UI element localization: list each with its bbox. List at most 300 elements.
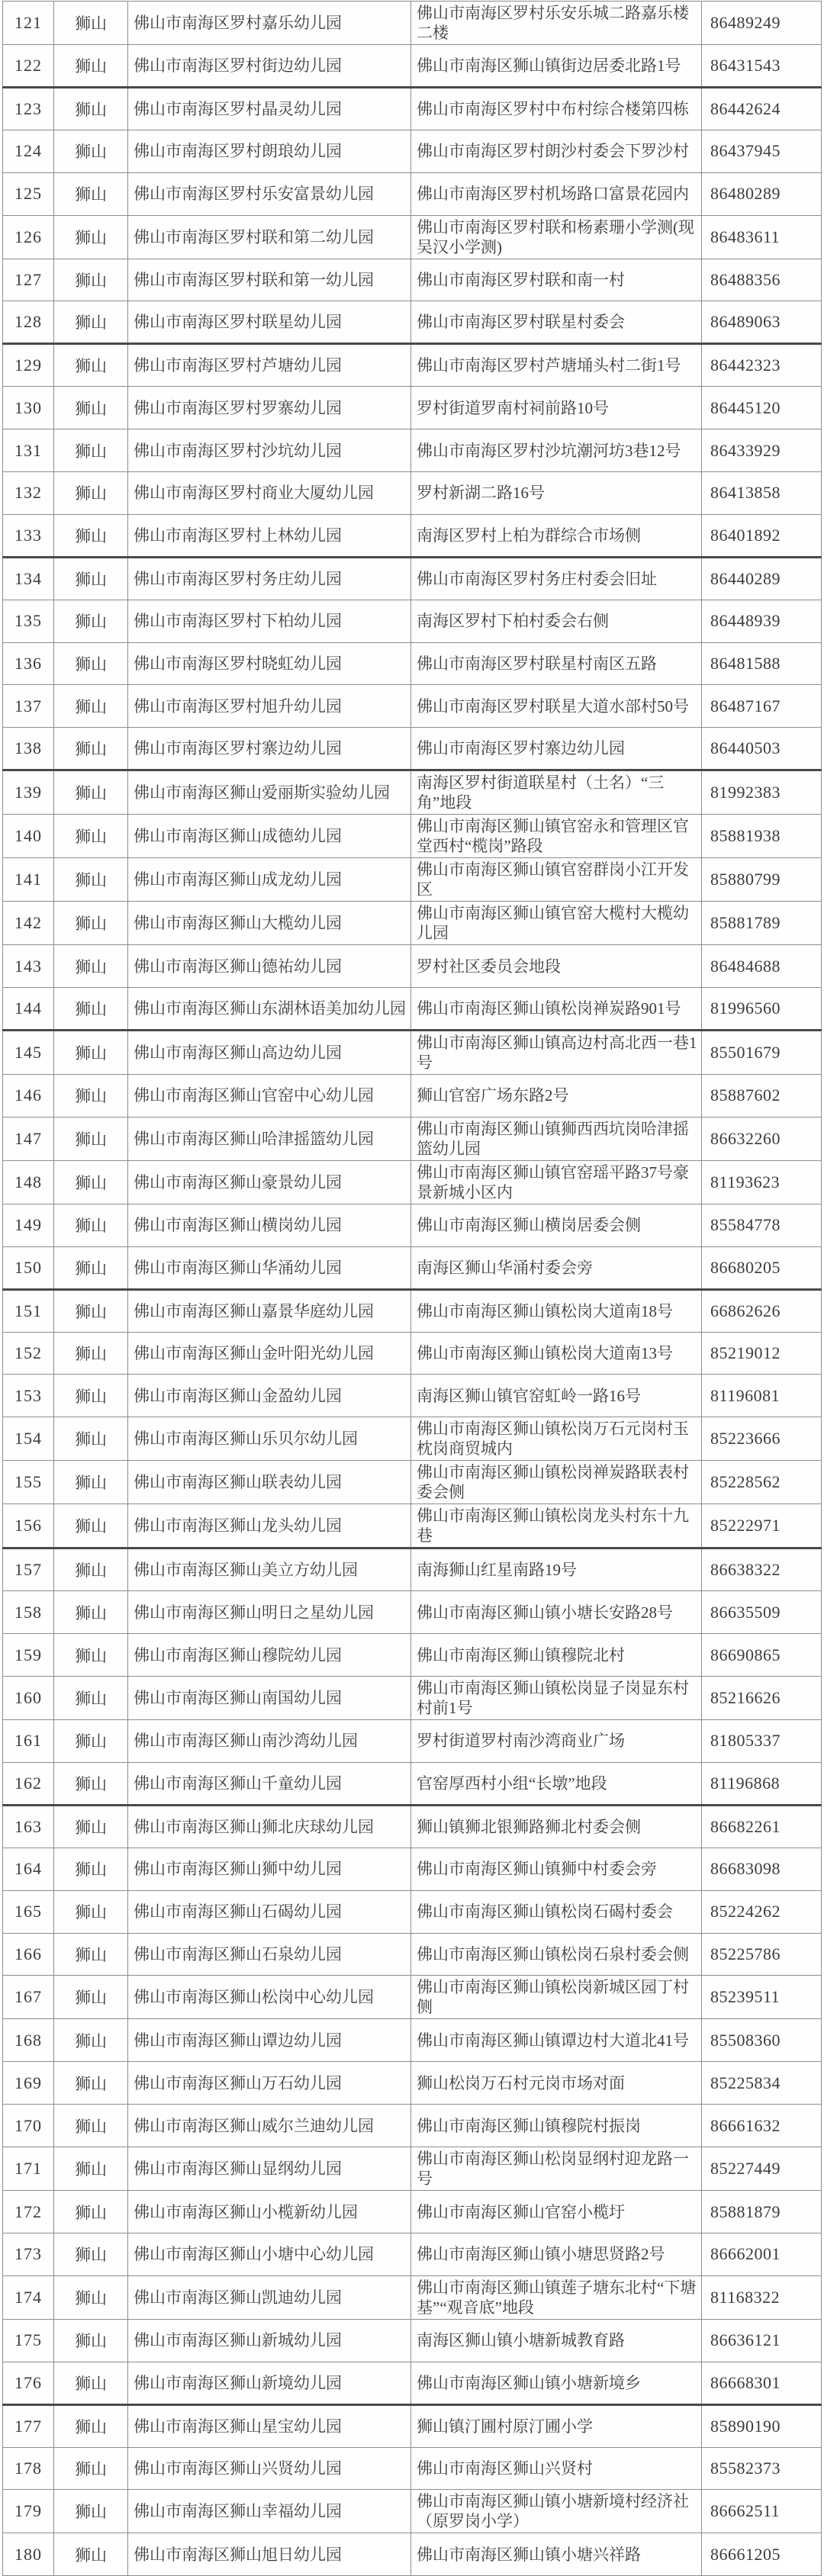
address-cell: 罗村社区委员会地段 bbox=[411, 945, 702, 988]
district-cell: 狮山 bbox=[54, 1117, 128, 1160]
district-cell: 狮山 bbox=[54, 1461, 128, 1504]
address-cell: 佛山市南海区狮山镇狮西西坑岗哈津摇篮幼儿园 bbox=[411, 1117, 702, 1160]
phone-cell: 86442323 bbox=[702, 344, 822, 387]
address-cell: 佛山市南海区狮山官窑小榄圩 bbox=[411, 2191, 702, 2233]
kindergarten-table-body bbox=[3, 2, 822, 2576]
row-number-cell: 152 bbox=[3, 1332, 54, 1375]
address-cell: 佛山市南海区狮山松岗显纲村迎龙路一号 bbox=[411, 2147, 702, 2191]
row-number-cell: 129 bbox=[3, 344, 54, 387]
table-row bbox=[3, 1289, 822, 1332]
table-row bbox=[3, 1417, 822, 1461]
district-cell: 狮山 bbox=[54, 1805, 128, 1848]
district-cell: 狮山 bbox=[54, 1375, 128, 1417]
district-cell: 狮山 bbox=[54, 215, 128, 259]
table-row bbox=[3, 1375, 822, 1417]
district-cell: 狮山 bbox=[54, 2019, 128, 2062]
table-row bbox=[3, 1461, 822, 1504]
phone-cell: 81168322 bbox=[702, 2275, 822, 2319]
row-number-cell: 163 bbox=[3, 1805, 54, 1848]
row-number-cell: 178 bbox=[3, 2447, 54, 2490]
phone-cell: 86683098 bbox=[702, 1848, 822, 1890]
row-number-cell: 131 bbox=[3, 429, 54, 472]
row-number-cell: 165 bbox=[3, 1890, 54, 1933]
table-row bbox=[3, 2019, 822, 2062]
address-cell: 佛山市南海区狮山镇小塘新境村经济社（原罗岗小学） bbox=[411, 2490, 702, 2533]
district-cell: 狮山 bbox=[54, 1591, 128, 1634]
phone-cell: 85216626 bbox=[702, 1677, 822, 1720]
kindergarten-name-cell: 佛山市南海区罗村街边幼儿园 bbox=[128, 45, 411, 88]
district-cell: 狮山 bbox=[54, 130, 128, 172]
district-cell: 狮山 bbox=[54, 1332, 128, 1375]
table-row bbox=[3, 728, 822, 770]
row-number-cell: 148 bbox=[3, 1160, 54, 1204]
address-cell: 佛山市南海区罗村机场路口富景花园内 bbox=[411, 172, 702, 215]
kindergarten-name-cell: 佛山市南海区罗村朗琅幼儿园 bbox=[128, 130, 411, 172]
kindergarten-name-cell: 佛山市南海区狮山华涌幼儿园 bbox=[128, 1246, 411, 1289]
row-number-cell: 160 bbox=[3, 1677, 54, 1720]
row-number-cell: 168 bbox=[3, 2019, 54, 2062]
kindergarten-name-cell: 佛山市南海区狮山新城幼儿园 bbox=[128, 2319, 411, 2362]
district-cell: 狮山 bbox=[54, 1933, 128, 1976]
row-number-cell: 145 bbox=[3, 1031, 54, 1075]
address-cell: 佛山市南海区狮山横岗居委会侧 bbox=[411, 1204, 702, 1246]
address-cell: 佛山市南海区狮山镇松岗显子岗显东村村前1号 bbox=[411, 1677, 702, 1720]
phone-cell: 85224262 bbox=[702, 1890, 822, 1933]
phone-cell: 85508360 bbox=[702, 2019, 822, 2062]
address-cell: 佛山市南海区狮山镇松岗大道南13号 bbox=[411, 1332, 702, 1375]
table-row bbox=[3, 2404, 822, 2447]
district-cell: 狮山 bbox=[54, 1762, 128, 1805]
table-row bbox=[3, 2191, 822, 2233]
district-cell: 狮山 bbox=[54, 2233, 128, 2275]
table-row bbox=[3, 2105, 822, 2147]
kindergarten-name-cell: 佛山市南海区罗村晓虹幼儿园 bbox=[128, 642, 411, 685]
row-number-cell: 173 bbox=[3, 2233, 54, 2275]
row-number-cell: 180 bbox=[3, 2533, 54, 2576]
address-cell: 佛山市南海区狮山镇松岗大道南18号 bbox=[411, 1289, 702, 1332]
kindergarten-name-cell: 佛山市南海区罗村商业大厦幼儿园 bbox=[128, 472, 411, 515]
address-cell: 佛山市南海区狮山镇松岗万石元岗村玉枕岗商贸城内 bbox=[411, 1417, 702, 1461]
kindergarten-name-cell: 佛山市南海区狮山美立方幼儿园 bbox=[128, 1548, 411, 1591]
table-row bbox=[3, 642, 822, 685]
kindergarten-name-cell: 佛山市南海区罗村罗寨幼儿园 bbox=[128, 387, 411, 429]
address-cell: 佛山市南海区狮山镇小塘长安路28号 bbox=[411, 1591, 702, 1634]
phone-cell: 85887602 bbox=[702, 1075, 822, 1118]
row-number-cell: 144 bbox=[3, 988, 54, 1031]
table-row bbox=[3, 2447, 822, 2490]
district-cell: 狮山 bbox=[54, 387, 128, 429]
address-cell: 佛山市南海区狮山镇官窑大榄村大榄幼儿园 bbox=[411, 902, 702, 945]
table-row bbox=[3, 387, 822, 429]
phone-cell: 85228562 bbox=[702, 1461, 822, 1504]
district-cell: 狮山 bbox=[54, 45, 128, 88]
phone-cell: 86448939 bbox=[702, 600, 822, 642]
address-cell: 佛山市南海区狮山镇小塘兴祥路 bbox=[411, 2533, 702, 2576]
phone-cell: 85890190 bbox=[702, 2404, 822, 2447]
row-number-cell: 130 bbox=[3, 387, 54, 429]
kindergarten-name-cell: 佛山市南海区狮山龙头幼儿园 bbox=[128, 1504, 411, 1548]
address-cell: 狮山镇汀圃村原汀圃小学 bbox=[411, 2404, 702, 2447]
kindergarten-name-cell: 佛山市南海区狮山石泉幼儿园 bbox=[128, 1933, 411, 1976]
district-cell: 狮山 bbox=[54, 1075, 128, 1118]
table-row bbox=[3, 1031, 822, 1075]
kindergarten-name-cell: 佛山市南海区狮山爱丽斯实验幼儿园 bbox=[128, 770, 411, 815]
table-row bbox=[3, 1117, 822, 1160]
table-row bbox=[3, 1976, 822, 2019]
table-row bbox=[3, 1075, 822, 1118]
district-cell: 狮山 bbox=[54, 1204, 128, 1246]
address-cell: 佛山市南海区罗村中布村综合楼第四栋 bbox=[411, 87, 702, 130]
district-cell: 狮山 bbox=[54, 685, 128, 728]
district-cell: 狮山 bbox=[54, 87, 128, 130]
address-cell: 佛山市南海区罗村乐安乐城二路嘉乐楼二楼 bbox=[411, 2, 702, 45]
table-row bbox=[3, 172, 822, 215]
table-row bbox=[3, 988, 822, 1031]
table-row bbox=[3, 429, 822, 472]
district-cell: 狮山 bbox=[54, 642, 128, 685]
district-cell: 狮山 bbox=[54, 1677, 128, 1720]
phone-cell: 85881938 bbox=[702, 815, 822, 858]
address-cell: 南海区罗村上柏为群综合市场侧 bbox=[411, 514, 702, 557]
district-cell: 狮山 bbox=[54, 2319, 128, 2362]
phone-cell: 86445120 bbox=[702, 387, 822, 429]
row-number-cell: 158 bbox=[3, 1591, 54, 1634]
table-row bbox=[3, 1762, 822, 1805]
kindergarten-name-cell: 佛山市南海区罗村联和第一幼儿园 bbox=[128, 259, 411, 301]
kindergarten-name-cell: 佛山市南海区狮山松岗中心幼儿园 bbox=[128, 1976, 411, 2019]
row-number-cell: 151 bbox=[3, 1289, 54, 1332]
address-cell: 狮山松岗万石村元岗市场对面 bbox=[411, 2062, 702, 2105]
address-cell: 佛山市南海区狮山镇官窑瑶平路37号豪景新城小区内 bbox=[411, 1160, 702, 1204]
phone-cell: 86661632 bbox=[702, 2105, 822, 2147]
row-number-cell: 121 bbox=[3, 2, 54, 45]
row-number-cell: 142 bbox=[3, 902, 54, 945]
row-number-cell: 143 bbox=[3, 945, 54, 988]
row-number-cell: 141 bbox=[3, 858, 54, 902]
kindergarten-name-cell: 佛山市南海区狮山成龙幼儿园 bbox=[128, 858, 411, 902]
kindergarten-name-cell: 佛山市南海区罗村芦塘幼儿园 bbox=[128, 344, 411, 387]
phone-cell: 86632260 bbox=[702, 1117, 822, 1160]
address-cell: 佛山市南海区罗村务庄村委会旧址 bbox=[411, 557, 702, 600]
phone-cell: 86480289 bbox=[702, 172, 822, 215]
kindergarten-name-cell: 佛山市南海区狮山穆院幼儿园 bbox=[128, 1634, 411, 1677]
kindergarten-name-cell: 佛山市南海区狮山金盈幼儿园 bbox=[128, 1375, 411, 1417]
district-cell: 狮山 bbox=[54, 514, 128, 557]
phone-cell: 86440503 bbox=[702, 728, 822, 770]
row-number-cell: 162 bbox=[3, 1762, 54, 1805]
table-row bbox=[3, 2062, 822, 2105]
table-row bbox=[3, 1204, 822, 1246]
address-cell: 南海区狮山华涌村委会旁 bbox=[411, 1246, 702, 1289]
table-row bbox=[3, 472, 822, 515]
table-row bbox=[3, 1160, 822, 1204]
kindergarten-name-cell: 佛山市南海区狮山官窑中心幼儿园 bbox=[128, 1075, 411, 1118]
table-row bbox=[3, 1720, 822, 1763]
address-cell: 佛山市南海区狮山镇穆院北村 bbox=[411, 1634, 702, 1677]
kindergarten-name-cell: 佛山市南海区罗村上林幼儿园 bbox=[128, 514, 411, 557]
kindergarten-name-cell: 佛山市南海区狮山东湖林语美加幼儿园 bbox=[128, 988, 411, 1031]
phone-cell: 81992383 bbox=[702, 770, 822, 815]
row-number-cell: 146 bbox=[3, 1075, 54, 1118]
kindergarten-name-cell: 佛山市南海区罗村沙坑幼儿园 bbox=[128, 429, 411, 472]
district-cell: 狮山 bbox=[54, 2447, 128, 2490]
district-cell: 狮山 bbox=[54, 728, 128, 770]
address-cell: 佛山市南海区狮山镇狮中村委会旁 bbox=[411, 1848, 702, 1890]
table-row bbox=[3, 259, 822, 301]
table-row bbox=[3, 2275, 822, 2319]
table-row bbox=[3, 600, 822, 642]
table-row bbox=[3, 1548, 822, 1591]
kindergarten-name-cell: 佛山市南海区狮山凯迪幼儿园 bbox=[128, 2275, 411, 2319]
district-cell: 狮山 bbox=[54, 1890, 128, 1933]
row-number-cell: 138 bbox=[3, 728, 54, 770]
district-cell: 狮山 bbox=[54, 988, 128, 1031]
address-cell: 狮山镇狮北银狮路狮北村委会侧 bbox=[411, 1805, 702, 1848]
table-row bbox=[3, 1634, 822, 1677]
kindergarten-name-cell: 佛山市南海区狮山南国幼儿园 bbox=[128, 1677, 411, 1720]
row-number-cell: 136 bbox=[3, 642, 54, 685]
row-number-cell: 125 bbox=[3, 172, 54, 215]
kindergarten-name-cell: 佛山市南海区狮山万石幼儿园 bbox=[128, 2062, 411, 2105]
kindergarten-name-cell: 佛山市南海区罗村嘉乐幼儿园 bbox=[128, 2, 411, 45]
kindergarten-name-cell: 佛山市南海区狮山石碣幼儿园 bbox=[128, 1890, 411, 1933]
row-number-cell: 174 bbox=[3, 2275, 54, 2319]
row-number-cell: 153 bbox=[3, 1375, 54, 1417]
phone-cell: 85881789 bbox=[702, 902, 822, 945]
district-cell: 狮山 bbox=[54, 1976, 128, 2019]
address-cell: 罗村街道罗南村祠前路10号 bbox=[411, 387, 702, 429]
kindergarten-name-cell: 佛山市南海区狮山大榄幼儿园 bbox=[128, 902, 411, 945]
row-number-cell: 157 bbox=[3, 1548, 54, 1591]
kindergarten-name-cell: 佛山市南海区狮山联表幼儿园 bbox=[128, 1461, 411, 1504]
kindergarten-name-cell: 佛山市南海区狮山成德幼儿园 bbox=[128, 815, 411, 858]
row-number-cell: 124 bbox=[3, 130, 54, 172]
table-row bbox=[3, 45, 822, 88]
row-number-cell: 139 bbox=[3, 770, 54, 815]
phone-cell: 86668301 bbox=[702, 2362, 822, 2404]
address-cell: 罗村街道罗村南沙湾商业广场 bbox=[411, 1720, 702, 1763]
row-number-cell: 150 bbox=[3, 1246, 54, 1289]
district-cell: 狮山 bbox=[54, 1548, 128, 1591]
table-row bbox=[3, 215, 822, 259]
kindergarten-name-cell: 佛山市南海区狮山高边幼儿园 bbox=[128, 1031, 411, 1075]
kindergarten-name-cell: 佛山市南海区狮山幸福幼儿园 bbox=[128, 2490, 411, 2533]
kindergarten-name-cell: 佛山市南海区狮山新境幼儿园 bbox=[128, 2362, 411, 2404]
row-number-cell: 135 bbox=[3, 600, 54, 642]
phone-cell: 85501679 bbox=[702, 1031, 822, 1075]
row-number-cell: 123 bbox=[3, 87, 54, 130]
address-cell: 南海区罗村街道联星村（土名）“三角”地段 bbox=[411, 770, 702, 815]
address-cell: 佛山市南海区狮山镇街边居委北路1号 bbox=[411, 45, 702, 88]
table-row bbox=[3, 815, 822, 858]
phone-cell: 86488356 bbox=[702, 259, 822, 301]
table-row bbox=[3, 770, 822, 815]
address-cell: 佛山市南海区狮山镇穆院村振岗 bbox=[411, 2105, 702, 2147]
address-cell: 佛山市南海区罗村联星村南区五路 bbox=[411, 642, 702, 685]
table-row bbox=[3, 1933, 822, 1976]
table-row bbox=[3, 344, 822, 387]
table-row bbox=[3, 514, 822, 557]
phone-cell: 85584778 bbox=[702, 1204, 822, 1246]
address-cell: 南海区狮山镇官窑虹岭一路16号 bbox=[411, 1375, 702, 1417]
district-cell: 狮山 bbox=[54, 2533, 128, 2576]
address-cell: 佛山市南海区罗村联和杨素珊小学测(现吴汉小学测) bbox=[411, 215, 702, 259]
district-cell: 狮山 bbox=[54, 1634, 128, 1677]
address-cell: 佛山市南海区狮山镇松岗新城区园丁村侧 bbox=[411, 1976, 702, 2019]
address-cell: 佛山市南海区罗村寨边幼儿园 bbox=[411, 728, 702, 770]
district-cell: 狮山 bbox=[54, 2, 128, 45]
row-number-cell: 179 bbox=[3, 2490, 54, 2533]
phone-cell: 86401892 bbox=[702, 514, 822, 557]
district-cell: 狮山 bbox=[54, 2147, 128, 2191]
table-row bbox=[3, 1591, 822, 1634]
kindergarten-name-cell: 佛山市南海区狮山豪景幼儿园 bbox=[128, 1160, 411, 1204]
address-cell: 佛山市南海区狮山镇松岗龙头村东十九巷 bbox=[411, 1504, 702, 1548]
row-number-cell: 154 bbox=[3, 1417, 54, 1461]
address-cell: 佛山市南海区狮山镇松岗石泉村委会侧 bbox=[411, 1933, 702, 1976]
phone-cell: 86413858 bbox=[702, 472, 822, 515]
row-number-cell: 156 bbox=[3, 1504, 54, 1548]
address-cell: 佛山市南海区狮山兴贤村 bbox=[411, 2447, 702, 2490]
address-cell: 佛山市南海区狮山镇官窑永和管理区官堂西村“榄岗”路段 bbox=[411, 815, 702, 858]
address-cell: 佛山市南海区罗村联和南一村 bbox=[411, 259, 702, 301]
row-number-cell: 128 bbox=[3, 301, 54, 344]
address-cell: 佛山市南海区罗村联星村委会 bbox=[411, 301, 702, 344]
table-row bbox=[3, 902, 822, 945]
row-number-cell: 155 bbox=[3, 1461, 54, 1504]
address-cell: 佛山市南海区罗村芦塘埇头村二街1号 bbox=[411, 344, 702, 387]
phone-cell: 85225834 bbox=[702, 2062, 822, 2105]
district-cell: 狮山 bbox=[54, 259, 128, 301]
district-cell: 狮山 bbox=[54, 2404, 128, 2447]
kindergarten-name-cell: 佛山市南海区狮山显纲幼儿园 bbox=[128, 2147, 411, 2191]
district-cell: 狮山 bbox=[54, 472, 128, 515]
table-row bbox=[3, 2233, 822, 2275]
row-number-cell: 164 bbox=[3, 1848, 54, 1890]
row-number-cell: 134 bbox=[3, 557, 54, 600]
phone-cell: 86433929 bbox=[702, 429, 822, 472]
kindergarten-name-cell: 佛山市南海区狮山旭日幼儿园 bbox=[128, 2533, 411, 2576]
district-cell: 狮山 bbox=[54, 2490, 128, 2533]
address-cell: 佛山市南海区狮山镇高边村高北西一巷1号 bbox=[411, 1031, 702, 1075]
address-cell: 佛山市南海区狮山镇官窑群岗小江开发区 bbox=[411, 858, 702, 902]
kindergarten-name-cell: 佛山市南海区罗村下柏幼儿园 bbox=[128, 600, 411, 642]
district-cell: 狮山 bbox=[54, 1504, 128, 1548]
table-row bbox=[3, 2362, 822, 2404]
row-number-cell: 170 bbox=[3, 2105, 54, 2147]
district-cell: 狮山 bbox=[54, 1160, 128, 1204]
row-number-cell: 149 bbox=[3, 1204, 54, 1246]
kindergarten-name-cell: 佛山市南海区狮山狮北庆球幼儿园 bbox=[128, 1805, 411, 1848]
row-number-cell: 175 bbox=[3, 2319, 54, 2362]
row-number-cell: 132 bbox=[3, 472, 54, 515]
row-number-cell: 147 bbox=[3, 1117, 54, 1160]
row-number-cell: 133 bbox=[3, 514, 54, 557]
kindergarten-name-cell: 佛山市南海区狮山哈津摇篮幼儿园 bbox=[128, 1117, 411, 1160]
kindergarten-name-cell: 佛山市南海区罗村晶灵幼儿园 bbox=[128, 87, 411, 130]
address-cell: 佛山市南海区狮山镇谭边村大道北41号 bbox=[411, 2019, 702, 2062]
phone-cell: 81196868 bbox=[702, 1762, 822, 1805]
phone-cell: 86489249 bbox=[702, 2, 822, 45]
table-row bbox=[3, 1677, 822, 1720]
row-number-cell: 161 bbox=[3, 1720, 54, 1763]
phone-cell: 81193623 bbox=[702, 1160, 822, 1204]
row-number-cell: 177 bbox=[3, 2404, 54, 2447]
row-number-cell: 166 bbox=[3, 1933, 54, 1976]
kindergarten-table bbox=[2, 1, 822, 2576]
phone-cell: 86487167 bbox=[702, 685, 822, 728]
kindergarten-name-cell: 佛山市南海区狮山横岗幼儿园 bbox=[128, 1204, 411, 1246]
phone-cell: 86483611 bbox=[702, 215, 822, 259]
address-cell: 佛山市南海区狮山镇松岗禅炭路901号 bbox=[411, 988, 702, 1031]
district-cell: 狮山 bbox=[54, 1848, 128, 1890]
district-cell: 狮山 bbox=[54, 1720, 128, 1763]
phone-cell: 86636121 bbox=[702, 2319, 822, 2362]
row-number-cell: 159 bbox=[3, 1634, 54, 1677]
table-row bbox=[3, 1890, 822, 1933]
phone-cell: 85582373 bbox=[702, 2447, 822, 2490]
phone-cell: 86440289 bbox=[702, 557, 822, 600]
address-cell: 佛山市南海区狮山镇松岗石碣村委会 bbox=[411, 1890, 702, 1933]
phone-cell: 86442624 bbox=[702, 87, 822, 130]
row-number-cell: 167 bbox=[3, 1976, 54, 2019]
address-cell: 南海狮山红星南路19号 bbox=[411, 1548, 702, 1591]
phone-cell: 85223666 bbox=[702, 1417, 822, 1461]
phone-cell: 86638322 bbox=[702, 1548, 822, 1591]
district-cell: 狮山 bbox=[54, 172, 128, 215]
kindergarten-name-cell: 佛山市南海区狮山嘉景华庭幼儿园 bbox=[128, 1289, 411, 1332]
table-row bbox=[3, 2490, 822, 2533]
district-cell: 狮山 bbox=[54, 2105, 128, 2147]
address-cell: 佛山市南海区狮山镇小塘思贤路2号 bbox=[411, 2233, 702, 2275]
phone-cell: 85222971 bbox=[702, 1504, 822, 1548]
district-cell: 狮山 bbox=[54, 301, 128, 344]
district-cell: 狮山 bbox=[54, 429, 128, 472]
phone-cell: 85239511 bbox=[702, 1976, 822, 2019]
address-cell: 佛山市南海区狮山镇小塘新境乡 bbox=[411, 2362, 702, 2404]
phone-cell: 86662511 bbox=[702, 2490, 822, 2533]
district-cell: 狮山 bbox=[54, 1246, 128, 1289]
phone-cell: 66862626 bbox=[702, 1289, 822, 1332]
kindergarten-name-cell: 佛山市南海区狮山千童幼儿园 bbox=[128, 1762, 411, 1805]
phone-cell: 86690865 bbox=[702, 1634, 822, 1677]
phone-cell: 85880799 bbox=[702, 858, 822, 902]
phone-cell: 81996560 bbox=[702, 988, 822, 1031]
phone-cell: 86662001 bbox=[702, 2233, 822, 2275]
kindergarten-name-cell: 佛山市南海区狮山南沙湾幼儿园 bbox=[128, 1720, 411, 1763]
phone-cell: 86680205 bbox=[702, 1246, 822, 1289]
address-cell: 佛山市南海区罗村朗沙村委会下罗沙村 bbox=[411, 130, 702, 172]
phone-cell: 81196081 bbox=[702, 1375, 822, 1417]
district-cell: 狮山 bbox=[54, 1031, 128, 1075]
kindergarten-name-cell: 佛山市南海区狮山狮中幼儿园 bbox=[128, 1848, 411, 1890]
kindergarten-name-cell: 佛山市南海区狮山兴贤幼儿园 bbox=[128, 2447, 411, 2490]
table-row bbox=[3, 1504, 822, 1548]
address-cell: 佛山市南海区罗村沙坑潮河坊3巷12号 bbox=[411, 429, 702, 472]
district-cell: 狮山 bbox=[54, 770, 128, 815]
district-cell: 狮山 bbox=[54, 902, 128, 945]
kindergarten-name-cell: 佛山市南海区狮山乐贝尔幼儿园 bbox=[128, 1417, 411, 1461]
address-cell: 佛山市南海区罗村联星大道水部村50号 bbox=[411, 685, 702, 728]
table-row bbox=[3, 2, 822, 45]
table-row bbox=[3, 130, 822, 172]
address-cell: 南海区罗村下柏村委会右侧 bbox=[411, 600, 702, 642]
district-cell: 狮山 bbox=[54, 344, 128, 387]
table-row bbox=[3, 685, 822, 728]
table-row bbox=[3, 2533, 822, 2576]
district-cell: 狮山 bbox=[54, 945, 128, 988]
kindergarten-name-cell: 佛山市南海区罗村旭升幼儿园 bbox=[128, 685, 411, 728]
